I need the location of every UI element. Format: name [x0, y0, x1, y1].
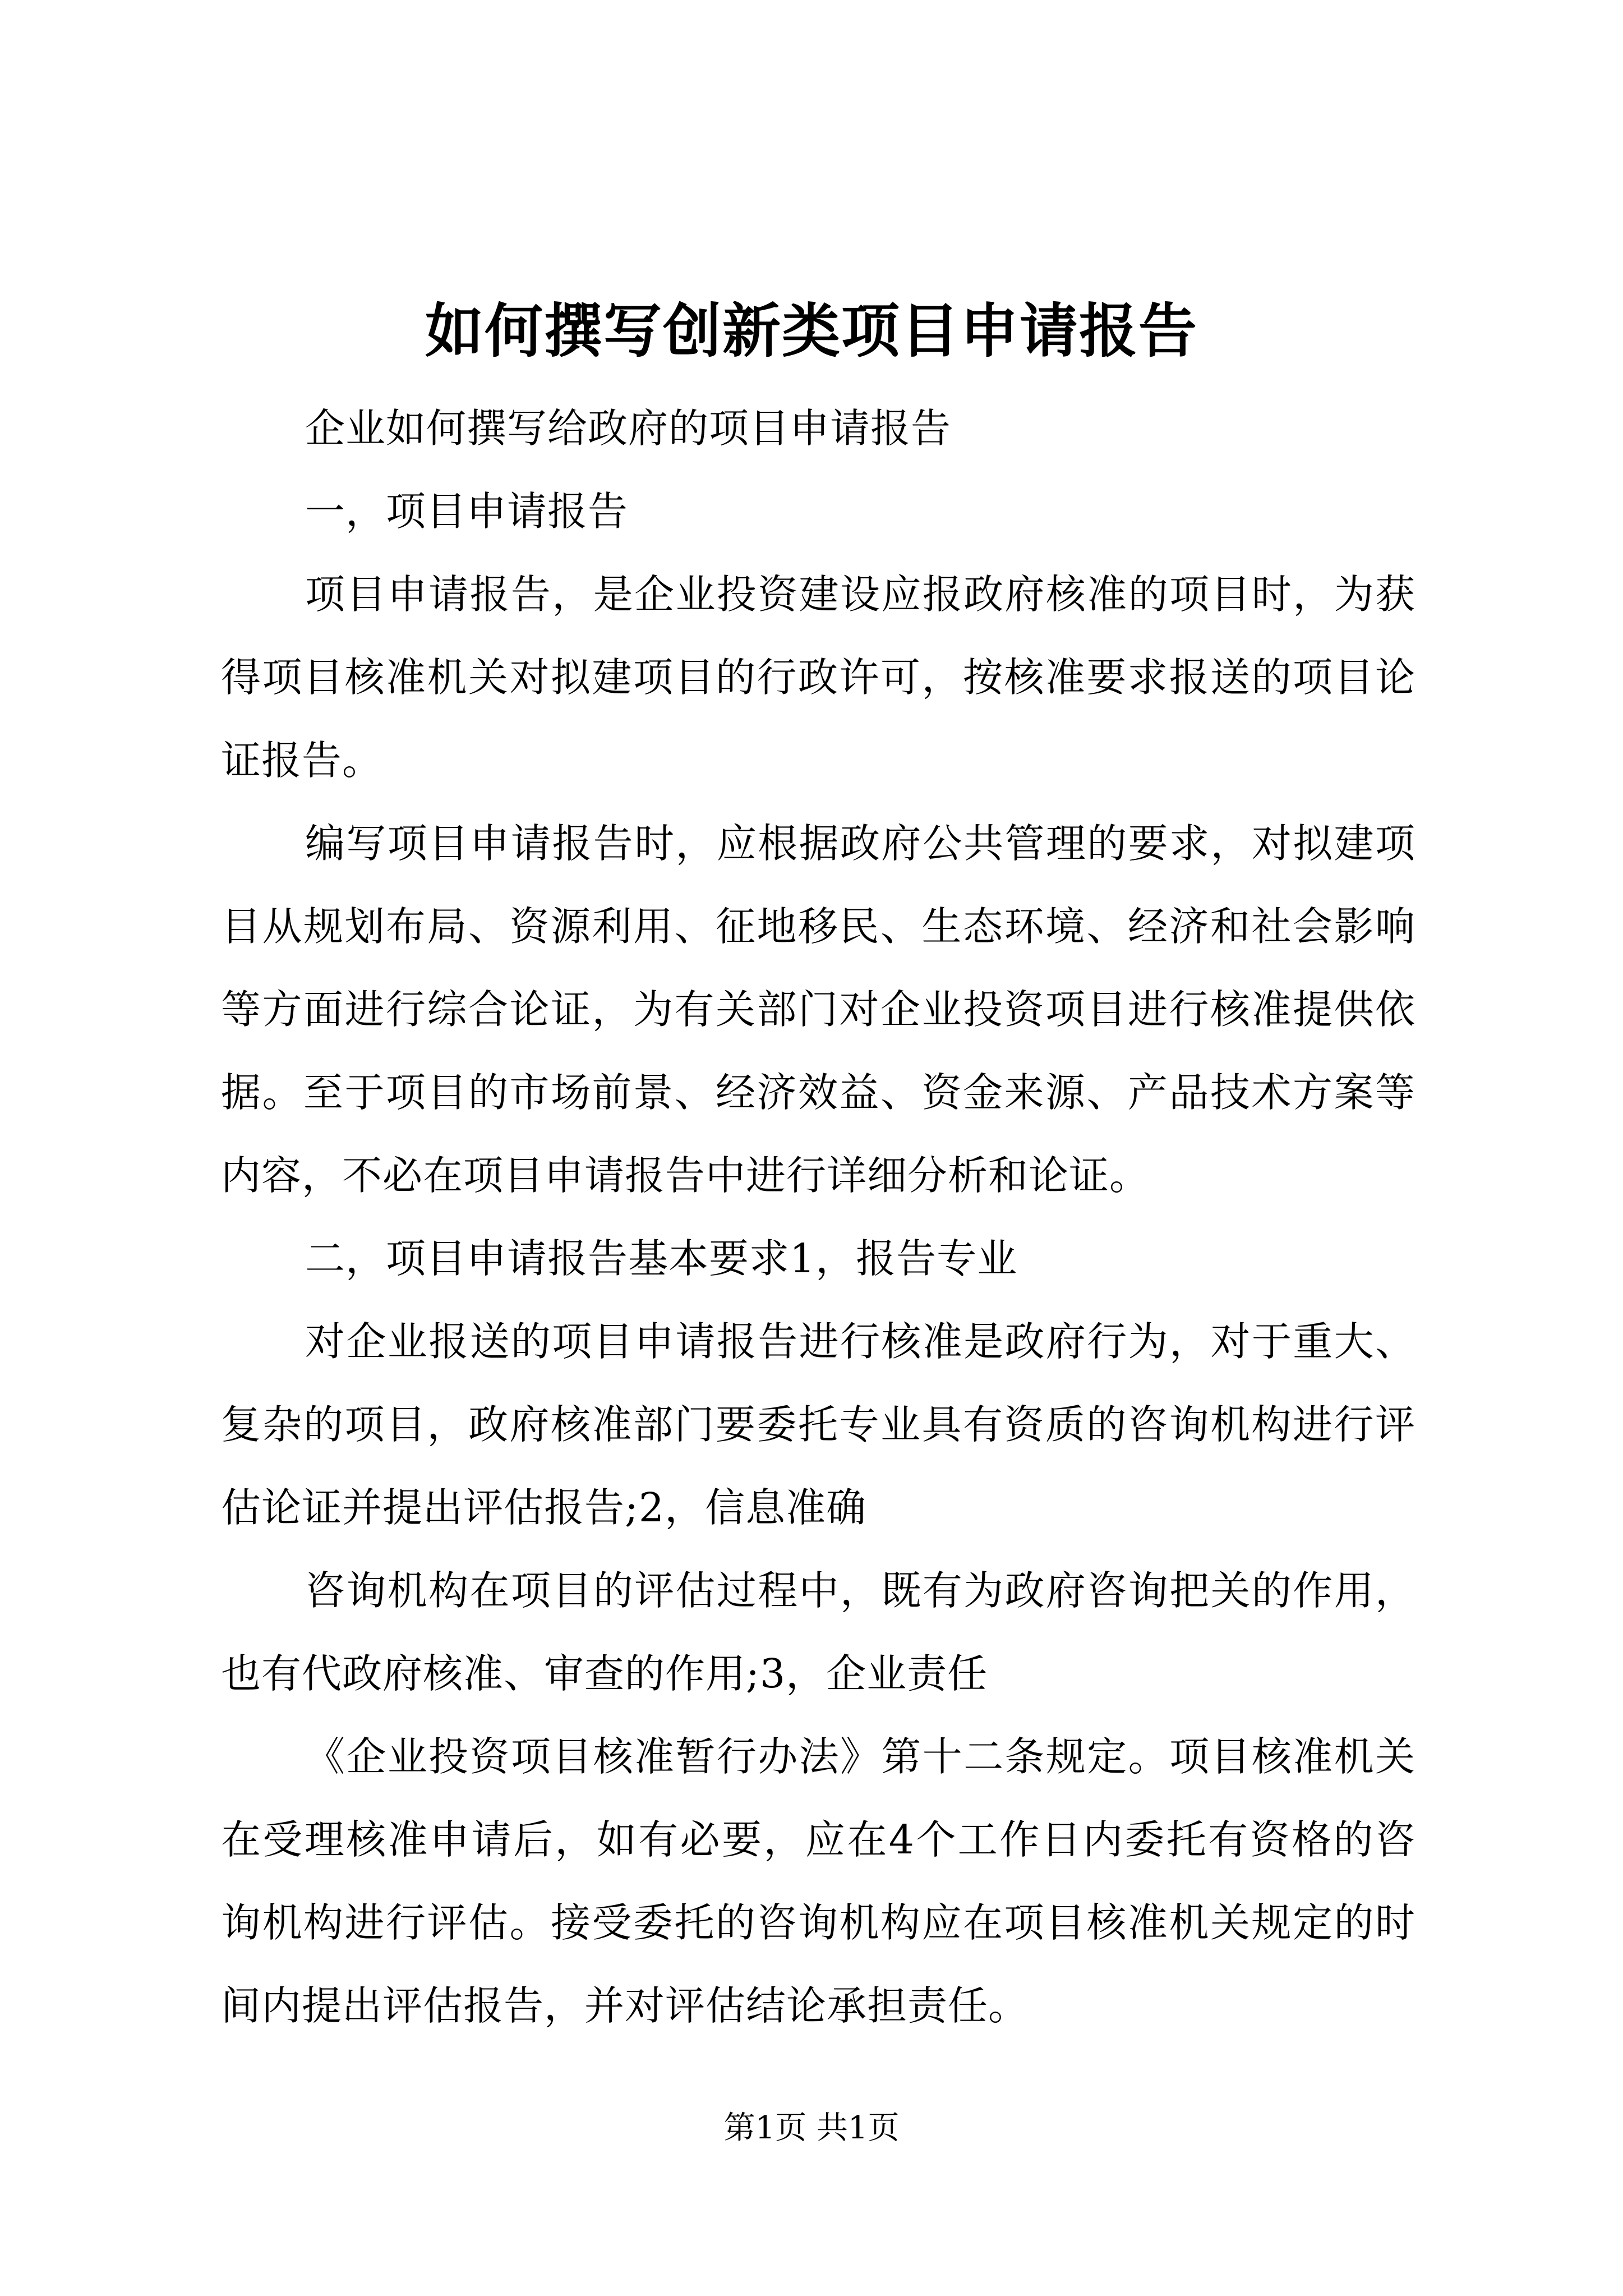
paragraph: 编写项目申请报告时，应根据政府公共管理的要求，对拟建项目从规划布局、资源利用、征地移民、生态环境、经济和社会影响等方面进行综合论证，为有关部门对企业投资项目进行核准提供依据。至于项目的市场前景、经济效益、资金来源、产品技术方案等内容，不必在项目申请报告中进行详细分析和论证。	[221, 820, 1415, 1199]
page-footer: 第1页 共1页	[723, 2110, 900, 2146]
section-heading: 一，项目申请报告	[305, 488, 629, 535]
document-title: 如何撰写创新类项目申请报告	[425, 296, 1198, 365]
paragraph: 项目申请报告，是企业投资建设应报政府核准的项目时，为获得项目核准机关对拟建项目的行政许可，按核准要求报送的项目论证报告。	[221, 571, 1415, 784]
paragraph: 咨询机构在项目的评估过程中，既有为政府咨询把关的作用，也有代政府核准、审查的作用;3，企业责任	[221, 1567, 1415, 1697]
document-body	[221, 387, 1415, 2047]
paragraph: 企业如何撰写给政府的项目申请报告	[305, 405, 952, 452]
paragraph: 对企业报送的项目申请报告进行核准是政府行为，对于重大、复杂的项目，政府核准部门要委托专业具有资质的咨询机构进行评估论证并提出评估报告;2，信息准确	[221, 1318, 1415, 1531]
paragraph: 《企业投资项目核准暂行办法》第十二条规定。项目核准机关在受理核准申请后，如有必要，应在4个工作日内委托有资格的咨询机构进行评估。接受委托的咨询机构应在项目核准机关规定的时间内提出评估报告，并对评估结论承担责任。	[221, 1733, 1415, 2029]
section-heading: 二，项目申请报告基本要求1，报告专业	[305, 1235, 1018, 1282]
